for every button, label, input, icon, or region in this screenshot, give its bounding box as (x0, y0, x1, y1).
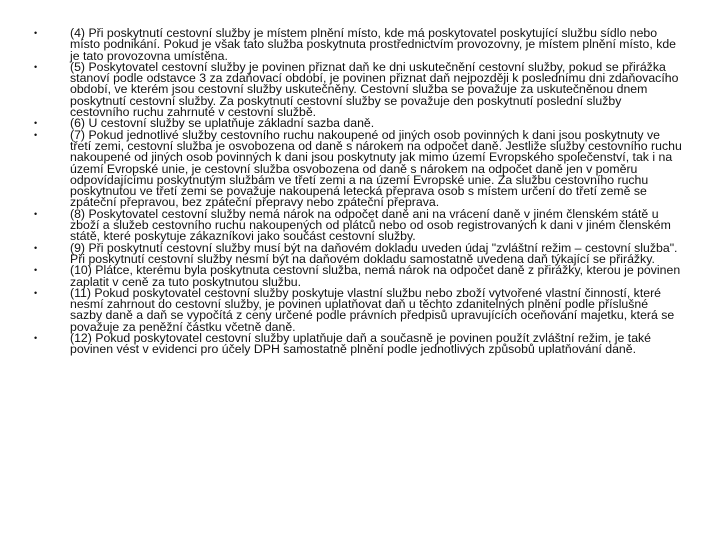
paragraph-text: (12) Pokud poskytovatel cestovní služby uplatňuje daň a současně je povinen použít zvláštní režim, je také povinen vést v evidenci pro účely DPH samostatně plnění podle jednotlivých způsobů uplatňování daně. (70, 331, 652, 357)
paragraph-text: (4) Při poskytnutí cestovní služby je místem plnění místo, kde má poskytovatel poskytující službu sídlo nebo místo podnikání. Pokud je však tato služba poskytnuta prostřednictvím provozovny, je místem plnění místo, kde je tato provozovna umístěna. (70, 26, 677, 63)
bullet-icon: • (34, 61, 38, 72)
bullet-icon: • (34, 118, 38, 129)
list-item (34, 28, 682, 62)
bullet-icon: • (34, 333, 38, 344)
bullet-icon: • (34, 129, 38, 140)
paragraph-text: (9) Při poskytnutí cestovní služby musí být na daňovém dokladu uveden údaj "zvláštní režim – cestovní služba". Při poskytnutí cestovní služby nesmí být na daňovém dokladu samostatně uvedena daň týkající se přirážky. (70, 240, 678, 266)
list-item (34, 265, 682, 288)
list-item (34, 59, 682, 120)
paragraph-text: (7) Pokud jednotlivé služby cestovního ruchu nakoupené od jiných osob povinných k dani jsou poskytnuty ve třetí zemi, cestovní služba je osvobozena od daně s nárokem na odpočet daně. Jestliže služby cestovního ruchu nakoupené od jiných osob povinných k dani jsou poskytnuty jak mimo území Evropského společenství, tak i na území Evropské unie, je cestovní služba osvobozena od daně s nárokem na odpočet daně jen v poměru odpovídajícímu poskytnutým službám ve třetí zemi a na území Evropské unie. Za službu cestovního ruchu poskytnutou ve třetí zemi se považuje nakoupená letecká přeprava osob s místem určení do třetí země se zpáteční přepravou, bez zpáteční přepravy nebo zpáteční přeprava. (70, 127, 682, 210)
bullet-icon: • (34, 242, 38, 253)
paragraph-text: (5) Poskytovatel cestovní služby je povinen přiznat daň ke dni uskutečnění cestovní služby, pokud se přirážka stanoví podle odstavce 3 za zdaňovací období, je povinen přiznat daň nejpozději k poslednímu dni zdaňovacího období, ve kterém jsou cestovní služby uskutečněny. Cestovní služba se považuje za uskutečněnou dnem poskytnutí cestovní služby. Za poskytnutí cestovní služby se považuje den poskytnutí poslední služby cestovního ruchu zahrnuté v cestovní službě. (70, 59, 679, 120)
bullet-icon: • (34, 28, 38, 38)
paragraph-text: (6) U cestovní služby se uplatňuje základní sazba daně. (70, 116, 375, 131)
paragraph-text: (10) Plátce, kterému byla poskytnuta cestovní služba, nemá nárok na odpočet daně z přirážky, kterou je povinen zaplatit v ceně za tuto poskytnutou službu. (70, 263, 681, 289)
bullet-icon: • (34, 265, 38, 276)
list-item (34, 285, 682, 334)
paragraph-list (34, 28, 682, 356)
list-item (34, 206, 682, 244)
bullet-icon: • (34, 208, 38, 219)
list-item (34, 127, 682, 210)
list-item (34, 240, 682, 266)
bullet-icon: • (34, 287, 38, 298)
list-item (34, 333, 682, 356)
paragraph-text: (8) Poskytovatel cestovní služby nemá nárok na odpočet daně ani na vrácení daně v jiném členském státě u zboží a služeb cestovního ruchu nakoupených od plátců nebo od osob registrovaných k dani v jiném členském státě, které poskytuje zákazníkovi jako součást cestovní služby. (70, 206, 671, 244)
paragraph-text: (11) Pokud poskytovatel cestovní služby poskytuje vlastní službu nebo zboží vytvořené vlastní činností, které nesmí zahrnout do cestovní služby, je povinen uplatňovat daň u těchto zdanitelných plnění podle příslušné sazby daně a daň se vypočítá z ceny určené podle právních předpisů upravujících oceňování majetku, která se považuje za peněžní částku včetně daně. (70, 285, 675, 334)
